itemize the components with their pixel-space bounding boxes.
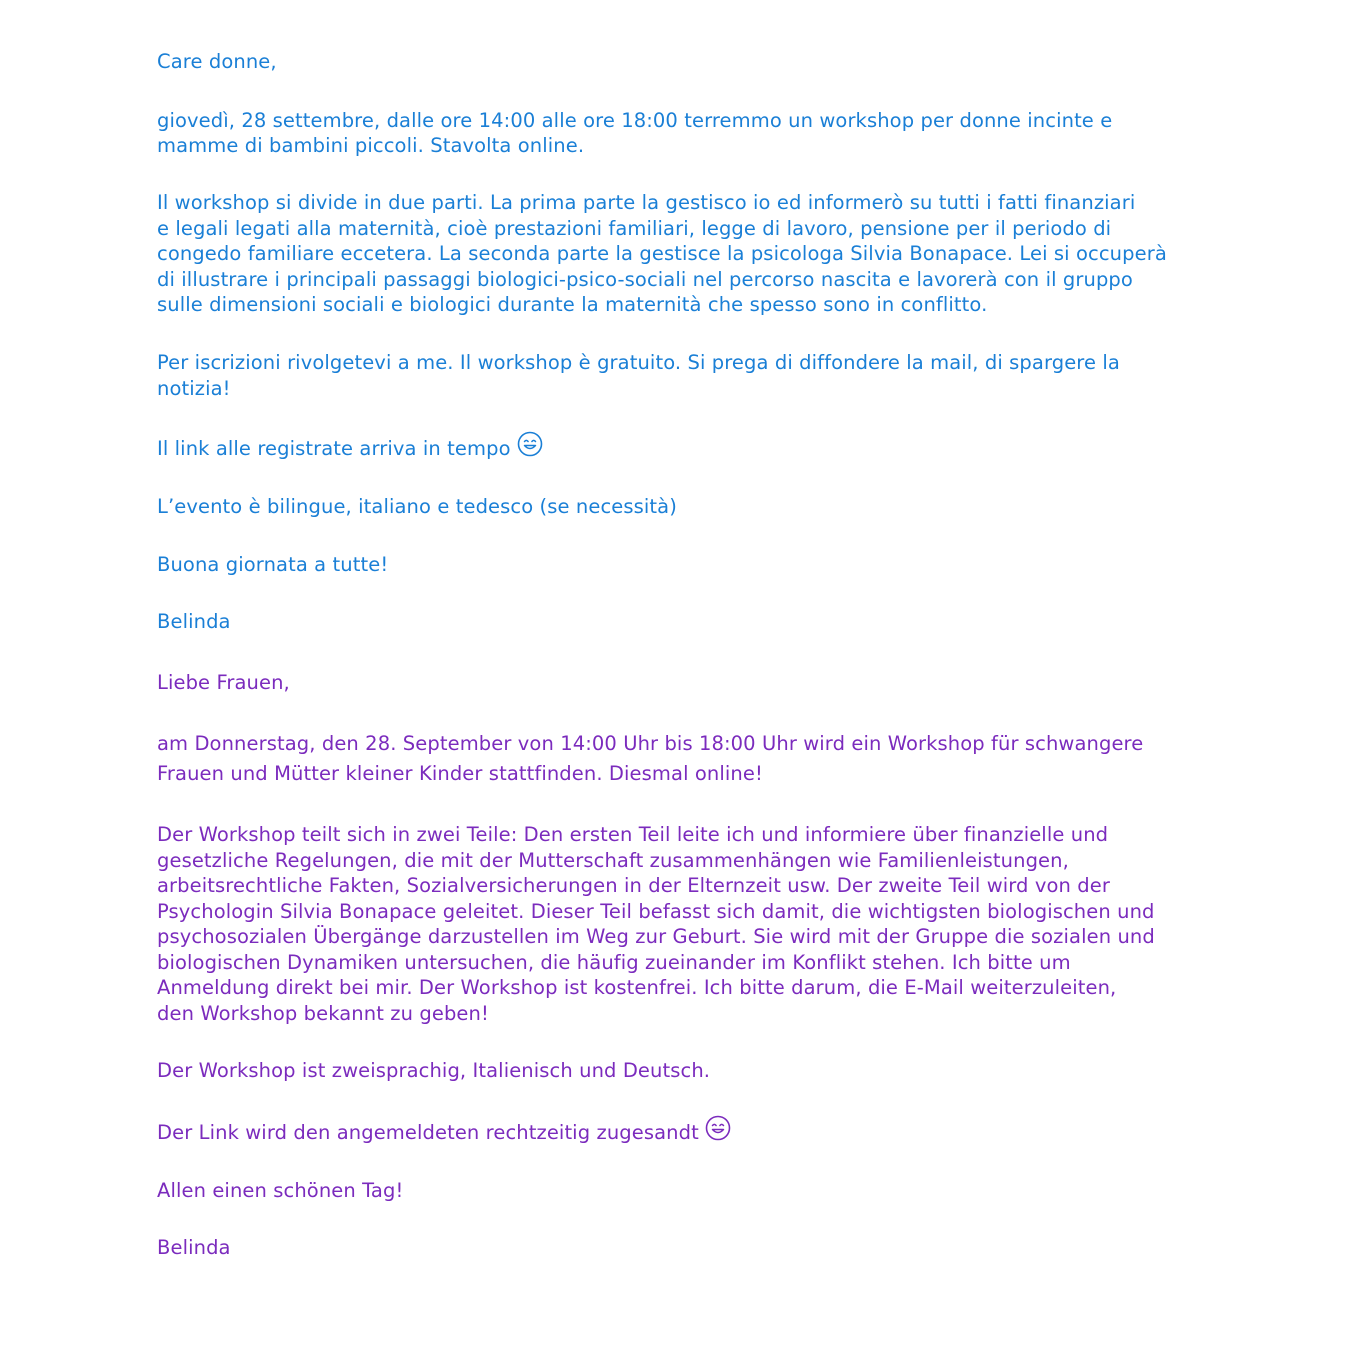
italian-para2-line: sulle dimensioni sociali e biologici durante la maternità che spesso sono in conflitto. (157, 293, 988, 316)
german-para2-line: Anmeldung direkt bei mir. Der Workshop ist kostenfrei. Ich bitte darum, die E-Mail weiterzuleiten, (157, 976, 1117, 999)
italian-bilingual-note: L’evento è bilingue, italiano e tedesco (se necessità) (157, 495, 677, 518)
german-para1-line: Frauen und Mütter kleiner Kinder stattfinden. Diesmal online! (157, 762, 763, 785)
italian-para1-line: giovedì, 28 settembre, dalle ore 14:00 alle ore 18:00 terremmo un workshop per donne incinte e (157, 109, 1113, 132)
german-para2-line: den Workshop bekannt zu geben! (157, 1001, 489, 1025)
german-signature: Belinda (157, 1236, 231, 1259)
italian-para1-line: mamme di bambini piccoli. Stavolta online. (157, 134, 585, 157)
italian-link-note-text: Il link alle registrate arriva in tempo (157, 436, 511, 460)
italian-para3-line: Per iscrizioni rivolgetevi a me. Il workshop è gratuito. Si prega di diffondere la mail, di spargere la (157, 351, 1120, 374)
italian-signature: Belinda (157, 610, 231, 633)
italian-para3-line: notizia! (157, 377, 231, 400)
smiley-icon (705, 1115, 731, 1148)
german-para2-line: biologischen Dynamiken untersuchen, die häufig zueinander im Konflikt stehen. Ich bitte um (157, 950, 1071, 974)
german-para1-line: am Donnerstag, den 28. September von 14:00 Uhr bis 18:00 Uhr wird ein Workshop für schwangere (157, 732, 1144, 755)
italian-link-note (157, 435, 1197, 464)
german-para2-line: Psychologin Silvia Bonapace geleitet. Dieser Teil befasst sich damit, die wichtigsten biologischen und (157, 899, 1155, 923)
german-para2-line: gesetzliche Regelungen, die mit der Mutterschaft zusammenhängen wie Familienleistungen, (157, 848, 1069, 872)
german-closing: Allen einen schönen Tag! (157, 1179, 404, 1202)
italian-para2-line: Il workshop si divide in due parti. La prima parte la gestisco io ed informerò su tutti i fatti finanziari (157, 191, 1136, 214)
italian-para2-line: e legali legati alla maternità, cioè prestazioni familiari, legge di lavoro, pensione per il periodo di (157, 216, 1112, 240)
german-bilingual-note: Der Workshop ist zweisprachig, Italienisch und Deutsch. (157, 1059, 711, 1082)
german-para2-line: psychosozialen Übergänge darzustellen im Weg zur Geburt. Sie wird mit der Gruppe die sozialen und (157, 925, 1155, 948)
german-greeting: Liebe Frauen, (157, 671, 290, 694)
italian-closing: Buona giornata a tutte! (157, 553, 389, 576)
italian-para2-line: congedo familiare eccetera. La seconda parte la gestisce la psicologa Silvia Bonapace. Lei si occuperà (157, 242, 1167, 265)
smiley-icon (517, 431, 543, 464)
german-para2-line: arbeitsrechtliche Fakten, Sozialversicherungen in der Elternzeit usw. Der zweite Teil wird von der (157, 874, 1110, 897)
italian-greeting: Care donne, (157, 50, 277, 73)
italian-para2-line: di illustrare i principali passaggi biologici-psico-sociali nel percorso nascita e lavorerà con il gruppo (157, 267, 1133, 291)
german-para2-line: Der Workshop teilt sich in zwei Teile: Den ersten Teil leite ich und informiere über finanzielle und (157, 823, 1109, 846)
german-link-note (157, 1119, 1197, 1148)
german-link-note-text: Der Link wird den angemeldeten rechtzeitig zugesandt (157, 1120, 699, 1144)
